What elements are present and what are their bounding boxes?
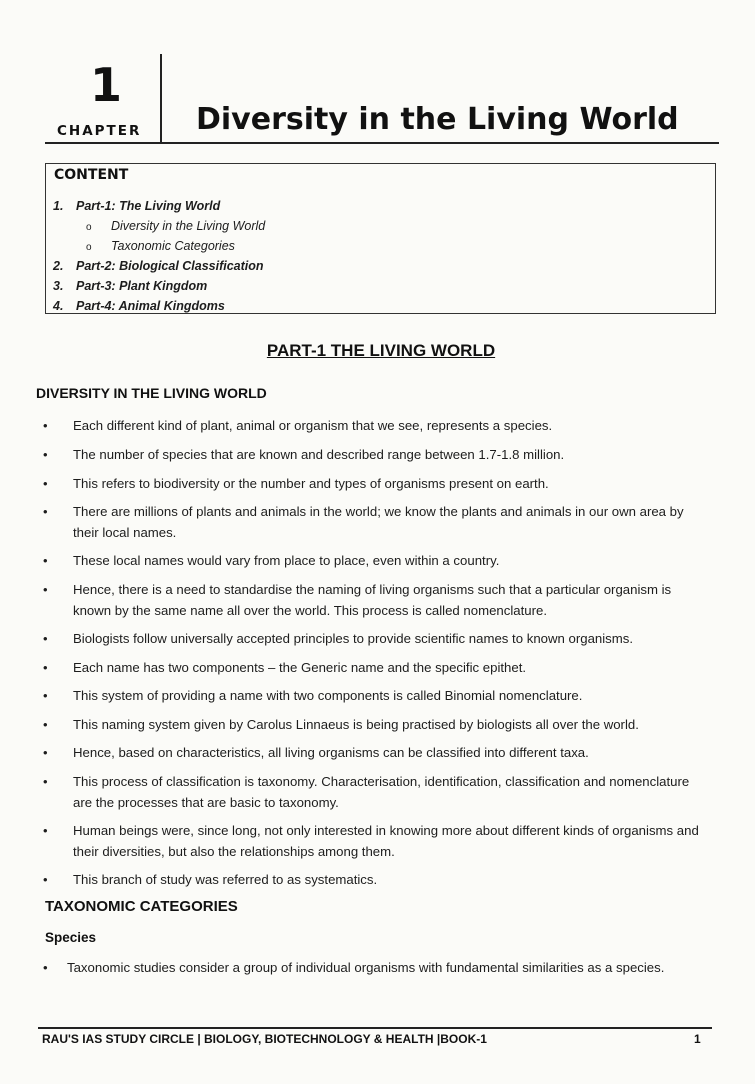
footer-text: RAU'S IAS STUDY CIRCLE | BIOLOGY, BIOTECHNOLOGY & HEALTH |BOOK-1 xyxy=(42,1032,487,1046)
bullet-icon: • xyxy=(43,418,48,433)
list-item-text: Each different kind of plant, animal or organism that we see, represents a species. xyxy=(73,418,553,433)
bullet-icon: • xyxy=(43,553,48,568)
list-item xyxy=(40,771,710,813)
list-item xyxy=(40,685,710,706)
list-item-text: Each name has two components – the Generic name and the specific epithet. xyxy=(73,660,527,675)
bullet-icon: • xyxy=(43,823,48,838)
toc-item-label: Part-3: Plant Kingdom xyxy=(76,279,208,293)
bullet-icon: • xyxy=(43,504,48,519)
header-divider-horizontal xyxy=(45,142,719,144)
list-item xyxy=(40,579,710,621)
species-bullet-list xyxy=(40,957,710,978)
toc-item xyxy=(53,256,265,276)
list-item xyxy=(40,742,710,763)
species-heading: Species xyxy=(45,930,97,945)
content-heading: CONTENT xyxy=(54,167,129,183)
list-item xyxy=(40,501,710,543)
chapter-title: Diversity in the Living World xyxy=(196,102,679,137)
list-item xyxy=(40,820,710,862)
list-item xyxy=(40,473,710,494)
toc-item-number: 2. xyxy=(53,259,64,273)
list-item-text: There are millions of plants and animals in the world; we know the plants and animals in our own area by their local names. xyxy=(73,504,684,540)
bullet-icon: • xyxy=(43,447,48,462)
toc-subitem xyxy=(53,236,265,256)
toc-item xyxy=(53,276,265,296)
list-item xyxy=(40,628,710,649)
bullet-icon: • xyxy=(43,582,48,597)
toc-item-number: 3. xyxy=(53,279,64,293)
content-box xyxy=(45,163,716,314)
toc-item xyxy=(53,196,265,216)
list-item xyxy=(40,869,710,890)
taxonomic-categories-heading: TAXONOMIC CATEGORIES xyxy=(45,898,238,915)
list-item xyxy=(40,415,710,436)
bullet-icon: • xyxy=(43,774,48,789)
list-item xyxy=(40,444,710,465)
list-item-text: Hence, there is a need to standardise the naming of living organisms such that a particular organism is known by the same name all over the world. This process is called nomenclature. xyxy=(73,582,672,618)
bullet-icon: • xyxy=(43,476,48,491)
toc-item-label: Part-1: The Living World xyxy=(76,199,221,213)
toc-subitem xyxy=(53,216,265,236)
toc-item-number: 4. xyxy=(53,299,64,313)
toc-item-number: 1. xyxy=(53,199,64,213)
toc-sub-bullet: o xyxy=(86,222,92,233)
section-heading: DIVERSITY IN THE LIVING WORLD xyxy=(36,385,267,401)
toc-sub-bullet: o xyxy=(86,242,92,253)
chapter-number: 1 xyxy=(89,58,122,112)
header-divider-vertical xyxy=(160,54,162,143)
list-item-text: This branch of study was referred to as systematics. xyxy=(73,872,378,887)
list-item-text: Biologists follow universally accepted principles to provide scientific names to known organisms. xyxy=(73,631,633,646)
list-item xyxy=(40,550,710,571)
toc-item xyxy=(53,296,265,316)
bullet-icon: • xyxy=(43,960,48,975)
list-item-text: Human beings were, since long, not only interested in knowing more about different kinds of organisms and their diversities, but also the relationships among them. xyxy=(73,823,699,859)
toc-subitem-label: Diversity in the Living World xyxy=(111,219,266,233)
list-item-text: Taxonomic studies consider a group of individual organisms with fundamental similarities as a species. xyxy=(67,960,665,975)
list-item-text: This system of providing a name with two components is called Binomial nomenclature. xyxy=(73,688,583,703)
page-number: 1 xyxy=(694,1032,701,1046)
bullet-icon: • xyxy=(43,631,48,646)
toc-subitem-label: Taxonomic Categories xyxy=(111,239,235,253)
toc-item-label: Part-2: Biological Classification xyxy=(76,259,264,273)
list-item xyxy=(40,714,710,735)
list-item-text: The number of species that are known and described range between 1.7-1.8 million. xyxy=(73,447,565,462)
bullet-icon: • xyxy=(43,688,48,703)
bullet-icon: • xyxy=(43,872,48,887)
footer-divider xyxy=(38,1027,712,1029)
bullet-icon: • xyxy=(43,660,48,675)
bullet-icon: • xyxy=(43,745,48,760)
list-item xyxy=(40,957,710,978)
bullet-icon: • xyxy=(43,717,48,732)
table-of-contents xyxy=(53,196,265,316)
list-item-text: This naming system given by Carolus Linnaeus is being practised by biologists all over the world. xyxy=(73,717,639,732)
part-heading: PART-1 THE LIVING WORLD xyxy=(266,341,496,360)
list-item xyxy=(40,657,710,678)
toc-item-label: Part-4: Animal Kingdoms xyxy=(76,299,225,313)
chapter-label: CHAPTER xyxy=(57,123,142,139)
list-item-text: These local names would vary from place to place, even within a country. xyxy=(73,553,500,568)
list-item-text: This process of classification is taxonomy. Characterisation, identification, classification and nomenclature are the processes that are basic to taxonomy. xyxy=(73,774,690,810)
list-item-text: This refers to biodiversity or the number and types of organisms present on earth. xyxy=(73,476,549,491)
list-item-text: Hence, based on characteristics, all living organisms can be classified into different taxa. xyxy=(73,745,589,760)
